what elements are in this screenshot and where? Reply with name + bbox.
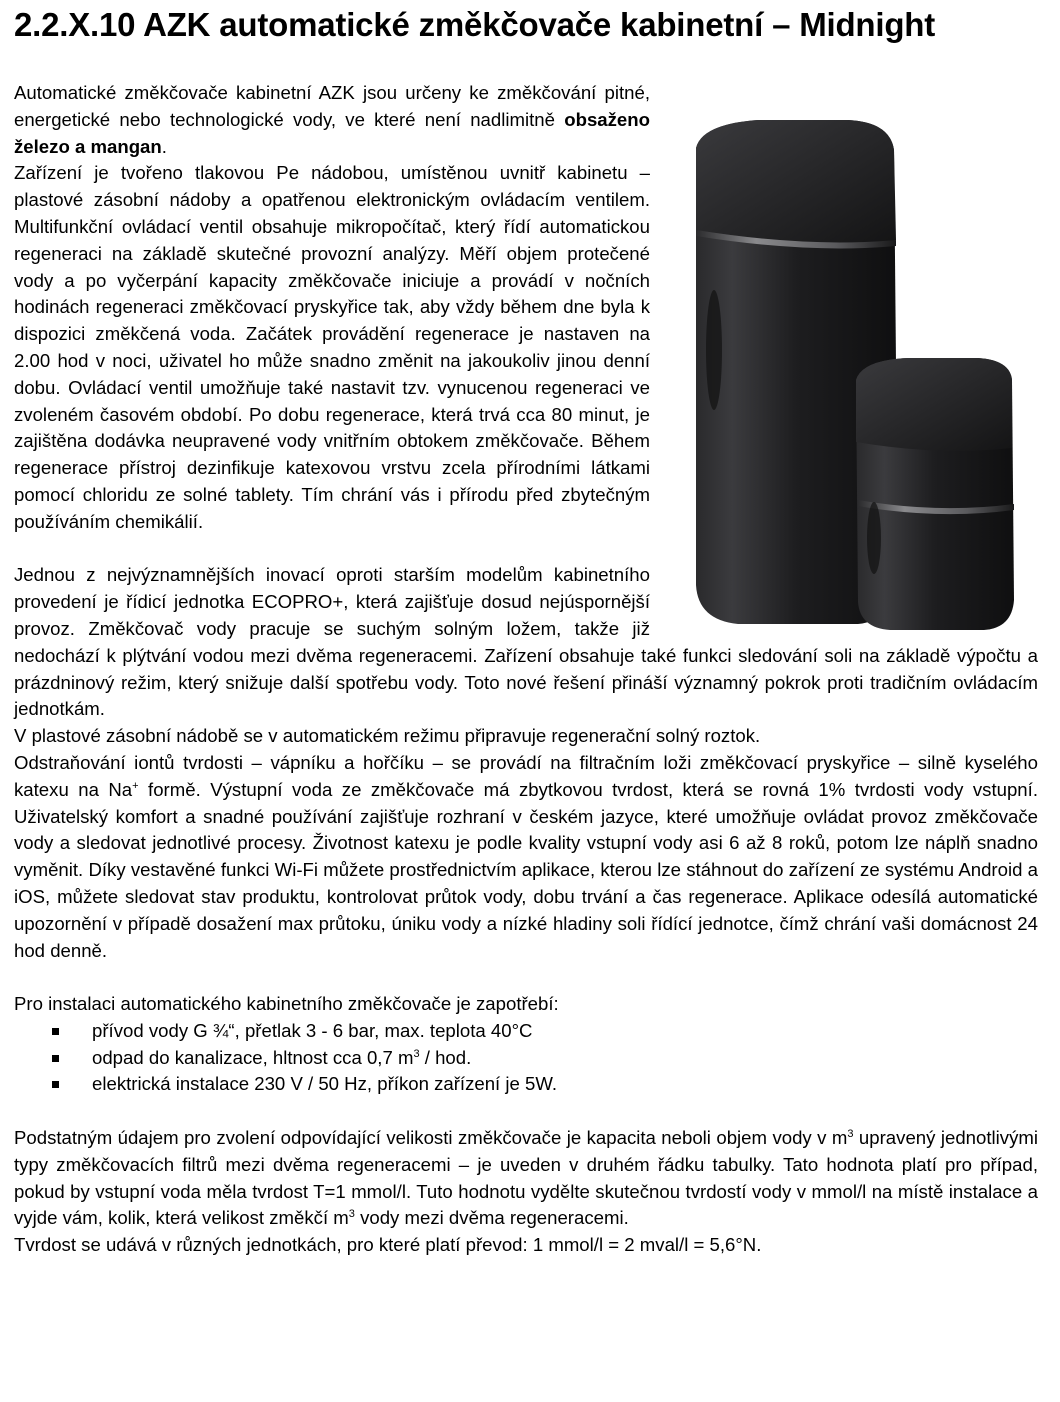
list-item: přívod vody G ¾“, přetlak 3 - 6 bar, max. teplota 40°C [52,1018,1038,1045]
intro-paragraph-1: Automatické změkčovače kabinetní AZK jsou určeny ke změkčování pitné, energetické nebo technologické vody, ve které není nadlimitně obsaženo železo a mangan. [14,82,650,157]
short-cabinet [856,358,1014,630]
hardness-paragraph: Odstraňování iontů tvrdosti – vápníku a hořčíku – se provádí na filtračním loži změkčovací pryskyřice – silně kyselého katexu na Na+ formě. Výstupní voda ze změkčovače má zbytkovou tvrdost, která se rovná 1% tvrdosti vody vstupní. Uživatelský komfort a snadné používání zajišťuje rozhraní v českém jazyce, které umožňuje ovládat provoz změkčovače vody a sledovat jednotlivé procesy. Životnost katexu je podle kvality vstupní vody asi 6 až 8 roků, potom lze náplň snadno vyměnit. Díky vestavěné funkci Wi-Fi můžete prostřednictvím aplikace, kterou lze stáhnout do zařízení ze systému Android a iOS, můžete sledovat stav produktu, kontrolovat průtok vody, dobu trvání a čas regenerace. Aplikace odesílá automatické upozornění v případě dosažení max průtoku, úniku vody a nízké hladiny soli řídící jednotce, čímž chrání vaši domácnost 24 hod denně. [14,751,1038,961]
document-body [14,80,1038,1259]
install-lead: Pro instalaci automatického kabinetního změkčovače je zapotřebí: [14,993,559,1015]
softener-product-image [668,80,1038,640]
list-item: elektrická instalace 230 V / 50 Hz, příkon zařízení je 5W. [52,1071,1038,1098]
brine-paragraph: V plastové zásobní nádobě se v automatickém režimu připravuje regenerační solný roztok. [14,725,761,747]
iron-manganese-emphasis: obsaženo železo a mangan [14,108,650,157]
units-paragraph: Tvrdost se udává v různých jednotkách, pro které platí převod: 1 mmol/l = 2 mval/l = 5,6°N. [14,1234,762,1256]
intro-paragraph-2: Zařízení je tvořeno tlakovou Pe nádobou, umístěnou uvnitř kabinetu – plastové zásobní nádoby a opatřenou elektronickým ovládacím ventilem. Multifunkční ovládací ventil obsahuje mikropočítač, který řídí automatickou regeneraci na základě skutečné provozní analýzy. Měří objem protečené vody a po vyčerpání kapacity změkčovače iniciuje a provádí v nočních hodinách regeneraci změkčovací pryskyřice tak, aby vždy během dne byla k dispozici změkčená voda. Začátek provádění regenerace je nastaven na 2.00 hod v noci, uživatel ho může snadno změnit na jakoukoliv jinou denní dobu. Ovládací ventil umožňuje také nastavit tzv. vynucenou regeneraci ve zvoleném časovém období. Po dobu regenerace, která trvá cca 80 minut, je zajištěna dodávka neupravené vody vnitřním obtokem změkčovače. Během regenerace přístroj dezinfikuje katexovou vrstvu zcela přírodními látkami pomocí chloridu ze solné tablety. Tím chrání vás i přírodu před zbytečným používáním chemikálií. [14,162,650,532]
list-item: odpad do kanalizace, hltnost cca 0,7 $m^3$ / hod. [52,1045,1038,1072]
softener-cabinets-illustration [668,80,1038,640]
ecopro-paragraph: Jednou z nejvýznamnějších inovací oproti starším modelům kabinetního provedení je řídicí jednotka ECOPRO+, která zajišťuje dosud nejúspornější provoz. Změkčovač vody pracuje se suchým solným ložem, takže již nedochází k plýtvání vodou mezi dvěma regeneracemi. Zařízení obsahuje také funkci sledování soli na základě výpočtu a prázdninový režim, který snižuje další spotřebu vody. Toto nové řešení přináší významný pokrok proti tradičním ovládacím jednotkám. [14,564,1038,720]
capacity-paragraph: Podstatným údajem pro zvolení odpovídající velikosti změkčovače je kapacita neboli objem vody v $m^3$ upravený jednotlivými typy změkčovacích filtrů mezi dvěma regeneracemi – je uveden v druhém řádku tabulky. Tato hodnota platí pro případ, pokud by vstupní voda měla tvrdost T=1 mmol/l. Tuto hodnotu vydělte skutečnou tvrdostí vody v mmol/l na místě instalace a vyjde vám, kolik, která velikost změkčí $m^3$ vody mezi dvěma regeneracemi. [14,1127,1038,1229]
page-title: 2.2.X.10 AZK automatické změkčovače kabinetní – Midnight [14,6,936,43]
install-requirements-list [14,1018,1038,1098]
